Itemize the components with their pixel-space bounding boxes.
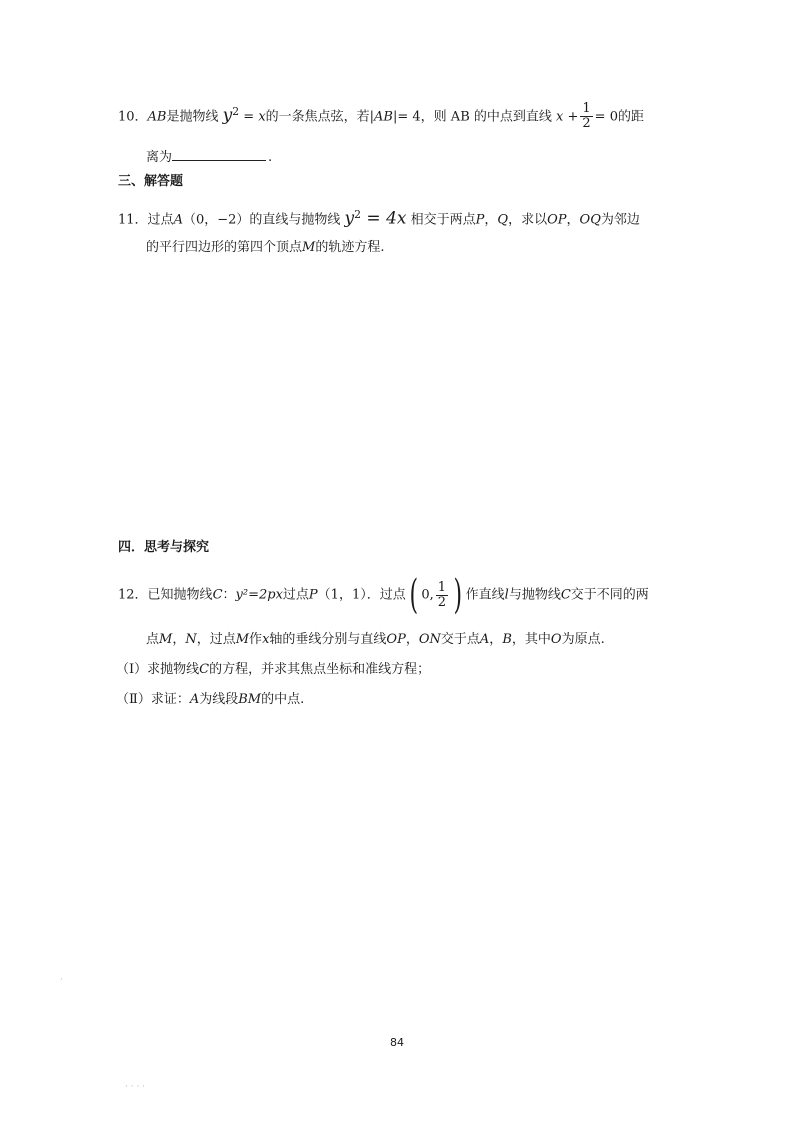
fraction-one-half-point: $\frac{1}{2}$ [437,579,447,610]
scan-mark: · · · · [125,1082,146,1092]
question-10-line-1: 10．AB是抛物线 $y^2 = x$的一条焦点弦，若|AB|= 4，则 AB 的中点到直线 x + $\frac{1}{2}$ = 0的距 [118,101,644,132]
fraction-one-half: $\frac{1}{2}$ [582,101,591,132]
question-11-line-2: 的平行四边形的第四个顶点M的轨迹方程. [146,240,385,255]
page-number: 84 [390,1036,404,1049]
question-10-line-2: 离为 . [146,146,272,168]
question-11-line-1: 11．过点A（0，−2）的直线与抛物线 $y^2 = 4x$ 相交于两点P，Q，求以OP，OQ为邻边 [118,208,640,229]
section-4-heading: 四．思考与探究 [118,540,210,555]
answer-blank [172,146,266,161]
question-12-part-2: （Ⅱ）求证：A为线段BM的中点. [116,692,305,707]
question-12-line-1: 12．已知抛物线C：y²=2px过点P（1，1）．过点( 0, $\frac{1}{2}$ ) 作直线l与抛物线C交于不同的两 [118,572,649,618]
question-12-line-2: 点M，N，过点M作x轴的垂线分别与直线OP，ON交于点A，B，其中O为原点. [146,632,605,647]
question-12-part-1: （Ⅰ）求抛物线C的方程，并求其焦点坐标和准线方程； [116,662,431,677]
section-3-heading: 三、解答题 [118,174,184,189]
scan-mark: · [60,975,63,985]
